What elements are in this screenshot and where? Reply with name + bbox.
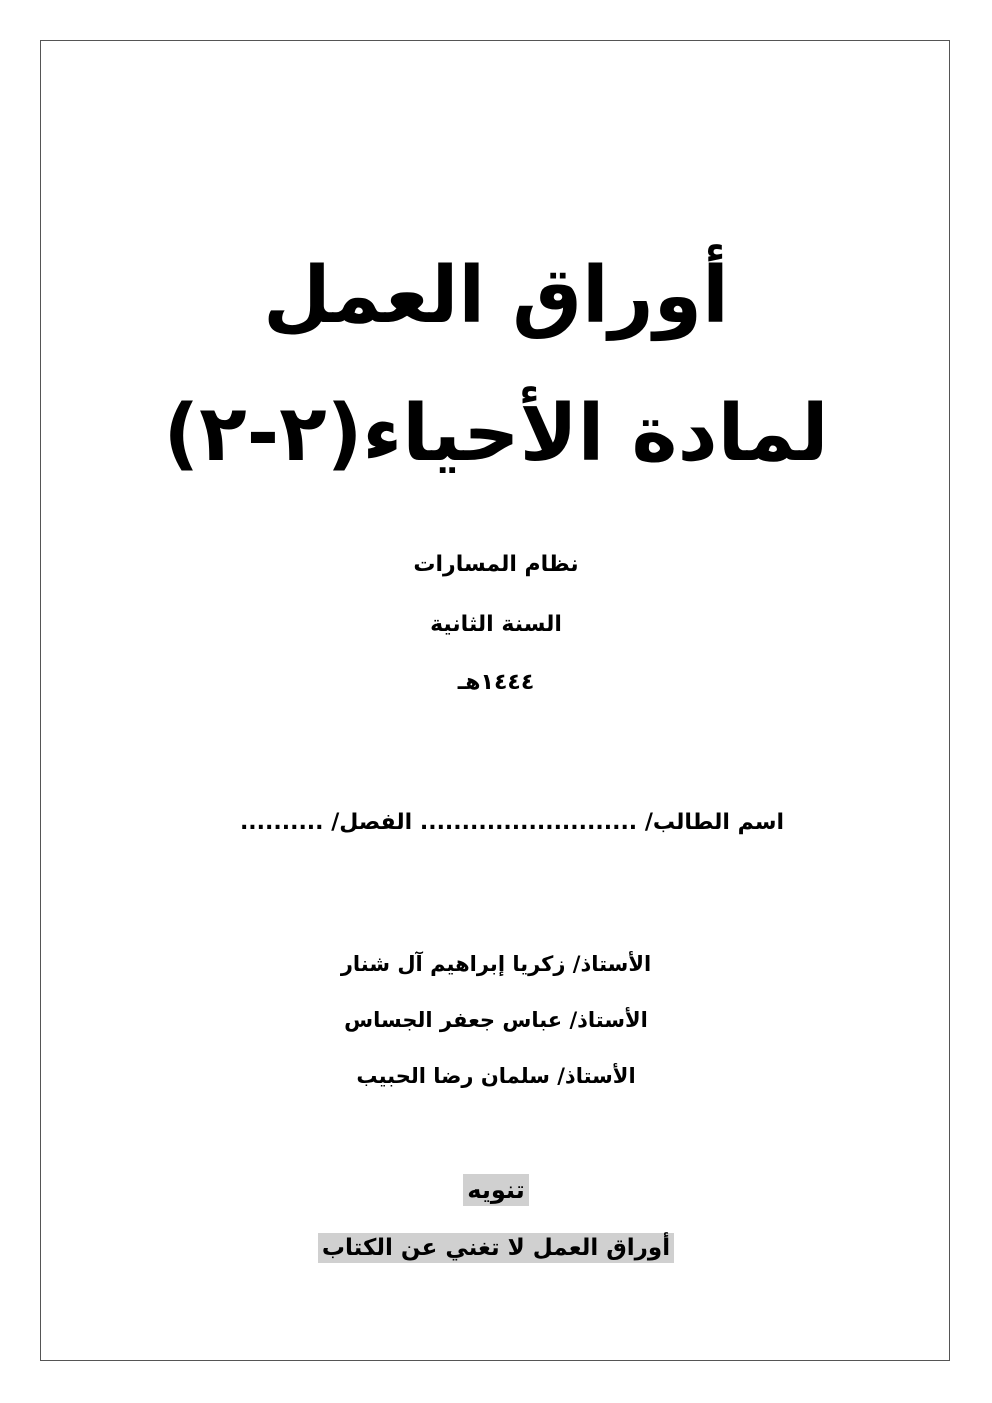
- teacher-name: الأستاذ/ عباس جعفر الجساس: [344, 1008, 648, 1032]
- teacher-name: الأستاذ/ سلمان رضا الحبيب: [356, 1064, 636, 1088]
- class-blank: ..........: [239, 810, 324, 835]
- notice-body-wrapper: [0, 1235, 992, 1263]
- hijri-year-label: ١٤٤٤هـ: [457, 670, 535, 695]
- notice-heading-wrapper: [0, 1176, 992, 1205]
- main-title-line-1: أوراق العمل: [263, 251, 729, 341]
- school-year-label: السنة الثانية: [430, 612, 562, 637]
- student-name-blank: ..........................: [419, 810, 638, 835]
- student-name-label: اسم الطالب/: [644, 810, 784, 835]
- notice-heading: تنويه: [463, 1174, 528, 1206]
- main-title-line-2: لمادة الأحياء(٢-٢): [163, 389, 829, 479]
- page-border: [40, 40, 950, 1361]
- notice-text: أوراق العمل لا تغني عن الكتاب: [318, 1233, 674, 1263]
- teacher-name: الأستاذ/ زكريا إبراهيم آل شنار: [340, 952, 652, 976]
- track-system-label: نظام المسارات: [413, 552, 579, 577]
- class-label: الفصل/: [331, 810, 413, 835]
